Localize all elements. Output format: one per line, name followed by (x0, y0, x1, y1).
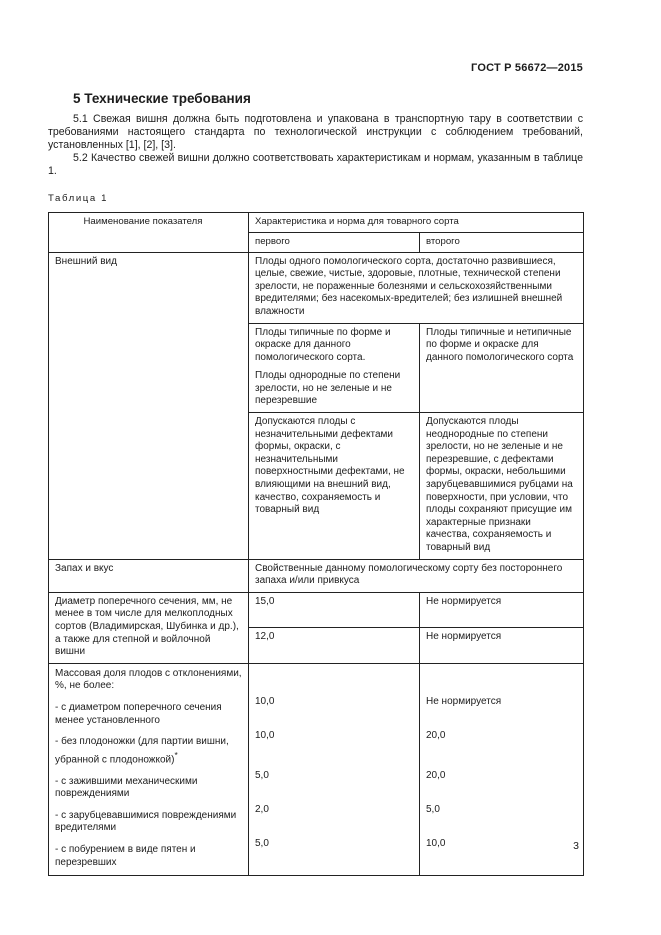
row-mass-fraction-item (49, 801, 584, 835)
cell-mf-item-3-name (49, 801, 249, 835)
cell-diameter-first-1: 15,0 (249, 592, 420, 627)
cell-mf-item-1-second: 20,0 (420, 727, 584, 767)
mf-item-2-text: - с зажившими механическими повреждениями (55, 775, 198, 800)
cell-diameter-second-1: Не нормируется (420, 592, 584, 627)
row-diameter-1 (49, 592, 584, 627)
cell-mf-item-3-second: 5,0 (420, 801, 584, 835)
cell-mf-item-0-second: Не нормируется (420, 693, 584, 727)
appearance-first-typical-p2: Плоды однородные по степени зрелости, но не зеленые и не перезревшие (255, 370, 401, 407)
appearance-first-typical-p1: Плоды типичные по форме и окраске для данного помологического сорта. (255, 326, 391, 363)
mf-item-3-text: - с зарубцевавшимися повреждениями вредителями (55, 809, 237, 834)
table-header-row-1 (49, 212, 584, 232)
mass-fraction-label-text: Массовая доля плодов с отклонениями, %, не более: (55, 667, 242, 692)
section-heading: 5 Технические требования (73, 91, 251, 106)
cell-diameter-first-2: 12,0 (249, 628, 420, 663)
row-mass-fraction-item (49, 727, 584, 767)
cell-mass-fraction-intro-second (420, 663, 584, 693)
cell-mass-fraction-label (49, 663, 249, 693)
cell-smell-taste-value: Свойственные данному помологическому сорту без постороннего запаха и/или привкуса (249, 559, 584, 592)
cell-mf-item-2-first: 5,0 (249, 767, 420, 801)
cell-mf-item-2-name (49, 767, 249, 801)
row-mass-fraction-item (49, 835, 584, 876)
cell-appearance-first-typical (249, 323, 420, 413)
cell-mf-item-1-first: 10,0 (249, 727, 420, 767)
header-cell-indicator (49, 212, 249, 252)
cell-mf-item-4-name (49, 835, 249, 876)
doc-number: ГОСТ Р 56672—2015 (471, 62, 583, 74)
page-number: 3 (573, 840, 579, 852)
header-cell-second-grade: второго (420, 232, 584, 252)
requirements-table (48, 212, 584, 877)
cell-mf-item-1-name (49, 727, 249, 767)
header-cell-first-grade: первого (249, 232, 420, 252)
cell-appearance-second-allowed: Допускаются плоды неоднородные по степени зрелости, но не зеленые и не перезревшие, с дефектами формы, окраски, небольшими зарубцевавшимися рубцами на поверхности, при условии, что плоды сохраняют присущие им характерные признаки качества, сохраняемость и товарный вид (420, 413, 584, 560)
row-mass-fraction-intro (49, 663, 584, 693)
cell-smell-taste-label: Запах и вкус (49, 559, 249, 592)
cell-mf-item-0-first: 10,0 (249, 693, 420, 727)
table-caption: Таблица 1 (48, 192, 109, 204)
header-cell-group: Характеристика и норма для товарного сорта (249, 212, 584, 232)
paragraph-5-2: 5.2 Качество свежей вишни должно соответствовать характеристикам и нормам, указанным в таблице 1. (48, 151, 583, 177)
row-mass-fraction-item (49, 767, 584, 801)
row-smell-taste (49, 559, 584, 592)
row-appearance-common (49, 252, 584, 323)
cell-mf-item-4-second: 10,0 (420, 835, 584, 876)
footnote-marker: * (174, 749, 178, 760)
mf-item-4-text: - с побурением в виде пятен и перезревших (55, 844, 196, 868)
cell-appearance-second-typical: Плоды типичные и нетипичные по форме и окраске для данного помологического сорта (420, 323, 584, 413)
cell-diameter-label: Диаметр поперечного сечения, мм, не менее в том числе для мелкоплодных сортов (Владимирская, Шубинка и др.), а также для степной и войлочной вишни (49, 592, 249, 663)
cell-mf-item-0-name (49, 693, 249, 727)
cell-mf-item-3-first: 2,0 (249, 801, 420, 835)
mf-item-1-name-span: - без плодоножки (для партии вишни, убранной с плодоножкой) (55, 736, 229, 766)
cell-diameter-second-2: Не нормируется (420, 628, 584, 663)
cell-appearance-label: Внешний вид (49, 252, 249, 559)
cell-mf-item-4-first: 5,0 (249, 835, 420, 876)
cell-mf-item-2-second: 20,0 (420, 767, 584, 801)
mf-item-1-text (55, 727, 242, 767)
row-mass-fraction-item (49, 693, 584, 727)
mf-item-0-text: - с диаметром поперечного сечения менее установленного (55, 701, 222, 726)
cell-mass-fraction-intro-first (249, 663, 420, 693)
cell-appearance-common: Плоды одного помологического сорта, достаточно развившиеся, целые, свежие, чистые, здоровые, плотные, технической степени зрелости, не пораженные болезнями и сельскохозяйственными вредителями; без насекомых-вредителей; без излишней внешней влажности (249, 252, 584, 323)
header-indicator-label: Наименование показателя (83, 215, 203, 227)
cell-appearance-first-allowed: Допускаются плоды с незначительными дефектами формы, окраски, с незначительными поверхностными дефектами, не влияющими на внешний вид, качество, сохраняемость и товарный вид (249, 413, 420, 560)
paragraph-5-1: 5.1 Свежая вишня должна быть подготовлена и упакована в транспортную тару в соответствии с требованиями настоящего стандарта по технологической инструкции с соблюдением требований, установленных [1], [2], [3]. (48, 113, 583, 151)
